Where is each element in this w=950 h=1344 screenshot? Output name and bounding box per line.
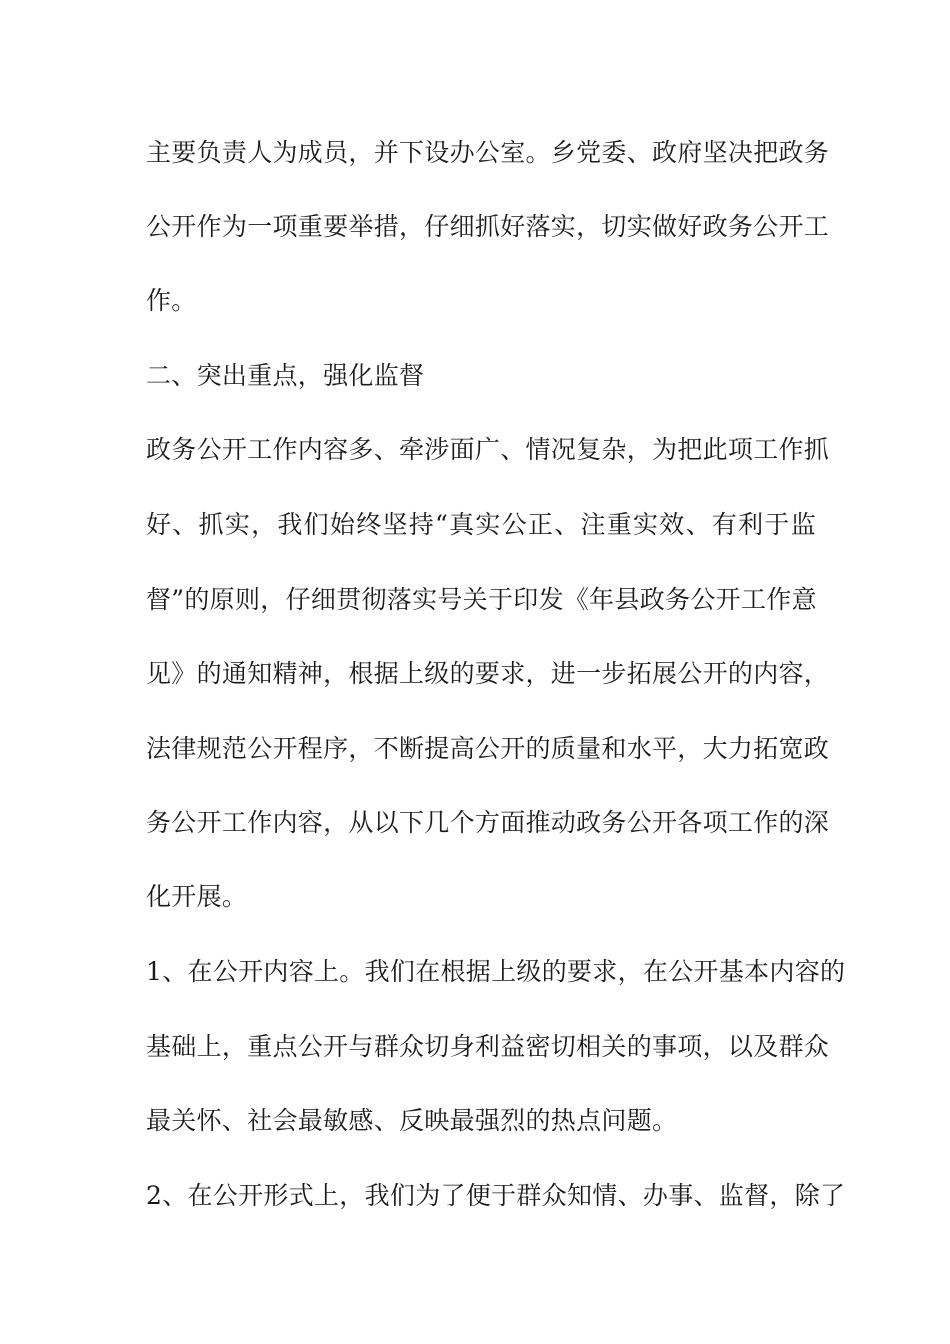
list-item-line: 基础上，重点公开与群众切身利益密切相关的事项，以及群众 (146, 1032, 830, 1061)
paragraph-line: 务公开工作内容，从以下几个方面推动政务公开各项工作的深 (146, 808, 830, 837)
paragraph-line: 好、抓实，我们始终坚持“真实公正、注重实效、有利于监 (146, 510, 816, 539)
paragraph-line: 化开展。 (146, 882, 248, 911)
paragraph-line: 主要负责人为成员，并下设办公室。乡党委、政府坚决把政务 (146, 138, 830, 167)
paragraph-line: 政务公开工作内容多、牵涉面广、情况复杂，为把此项工作抓 (146, 435, 830, 464)
paragraph-line: 法律规范公开程序，不断提高公开的质量和水平，大力拓宽政 (146, 734, 830, 763)
list-item-line: 1、在公开内容上。我们在根据上级的要求，在公开基本内容的 (146, 957, 846, 986)
paragraph-line: 督”的原则，仔细贯彻落实号关于印发《年县政务公开工作意 (146, 585, 817, 614)
paragraph-line: 作。 (146, 286, 197, 315)
section-heading: 二、突出重点，强化监督 (146, 361, 425, 390)
list-item-line: 最关怀、社会最敏感、反映最强烈的热点问题。 (146, 1106, 678, 1135)
paragraph-line: 见》的通知精神，根据上级的要求，进一步拓展公开的内容， (146, 659, 830, 688)
paragraph-line: 公开作为一项重要举措，仔细抓好落实，切实做好政务公开工 (146, 212, 830, 241)
list-item-line: 2、在公开形式上，我们为了便于群众知情、办事、监督，除了 (146, 1181, 846, 1210)
